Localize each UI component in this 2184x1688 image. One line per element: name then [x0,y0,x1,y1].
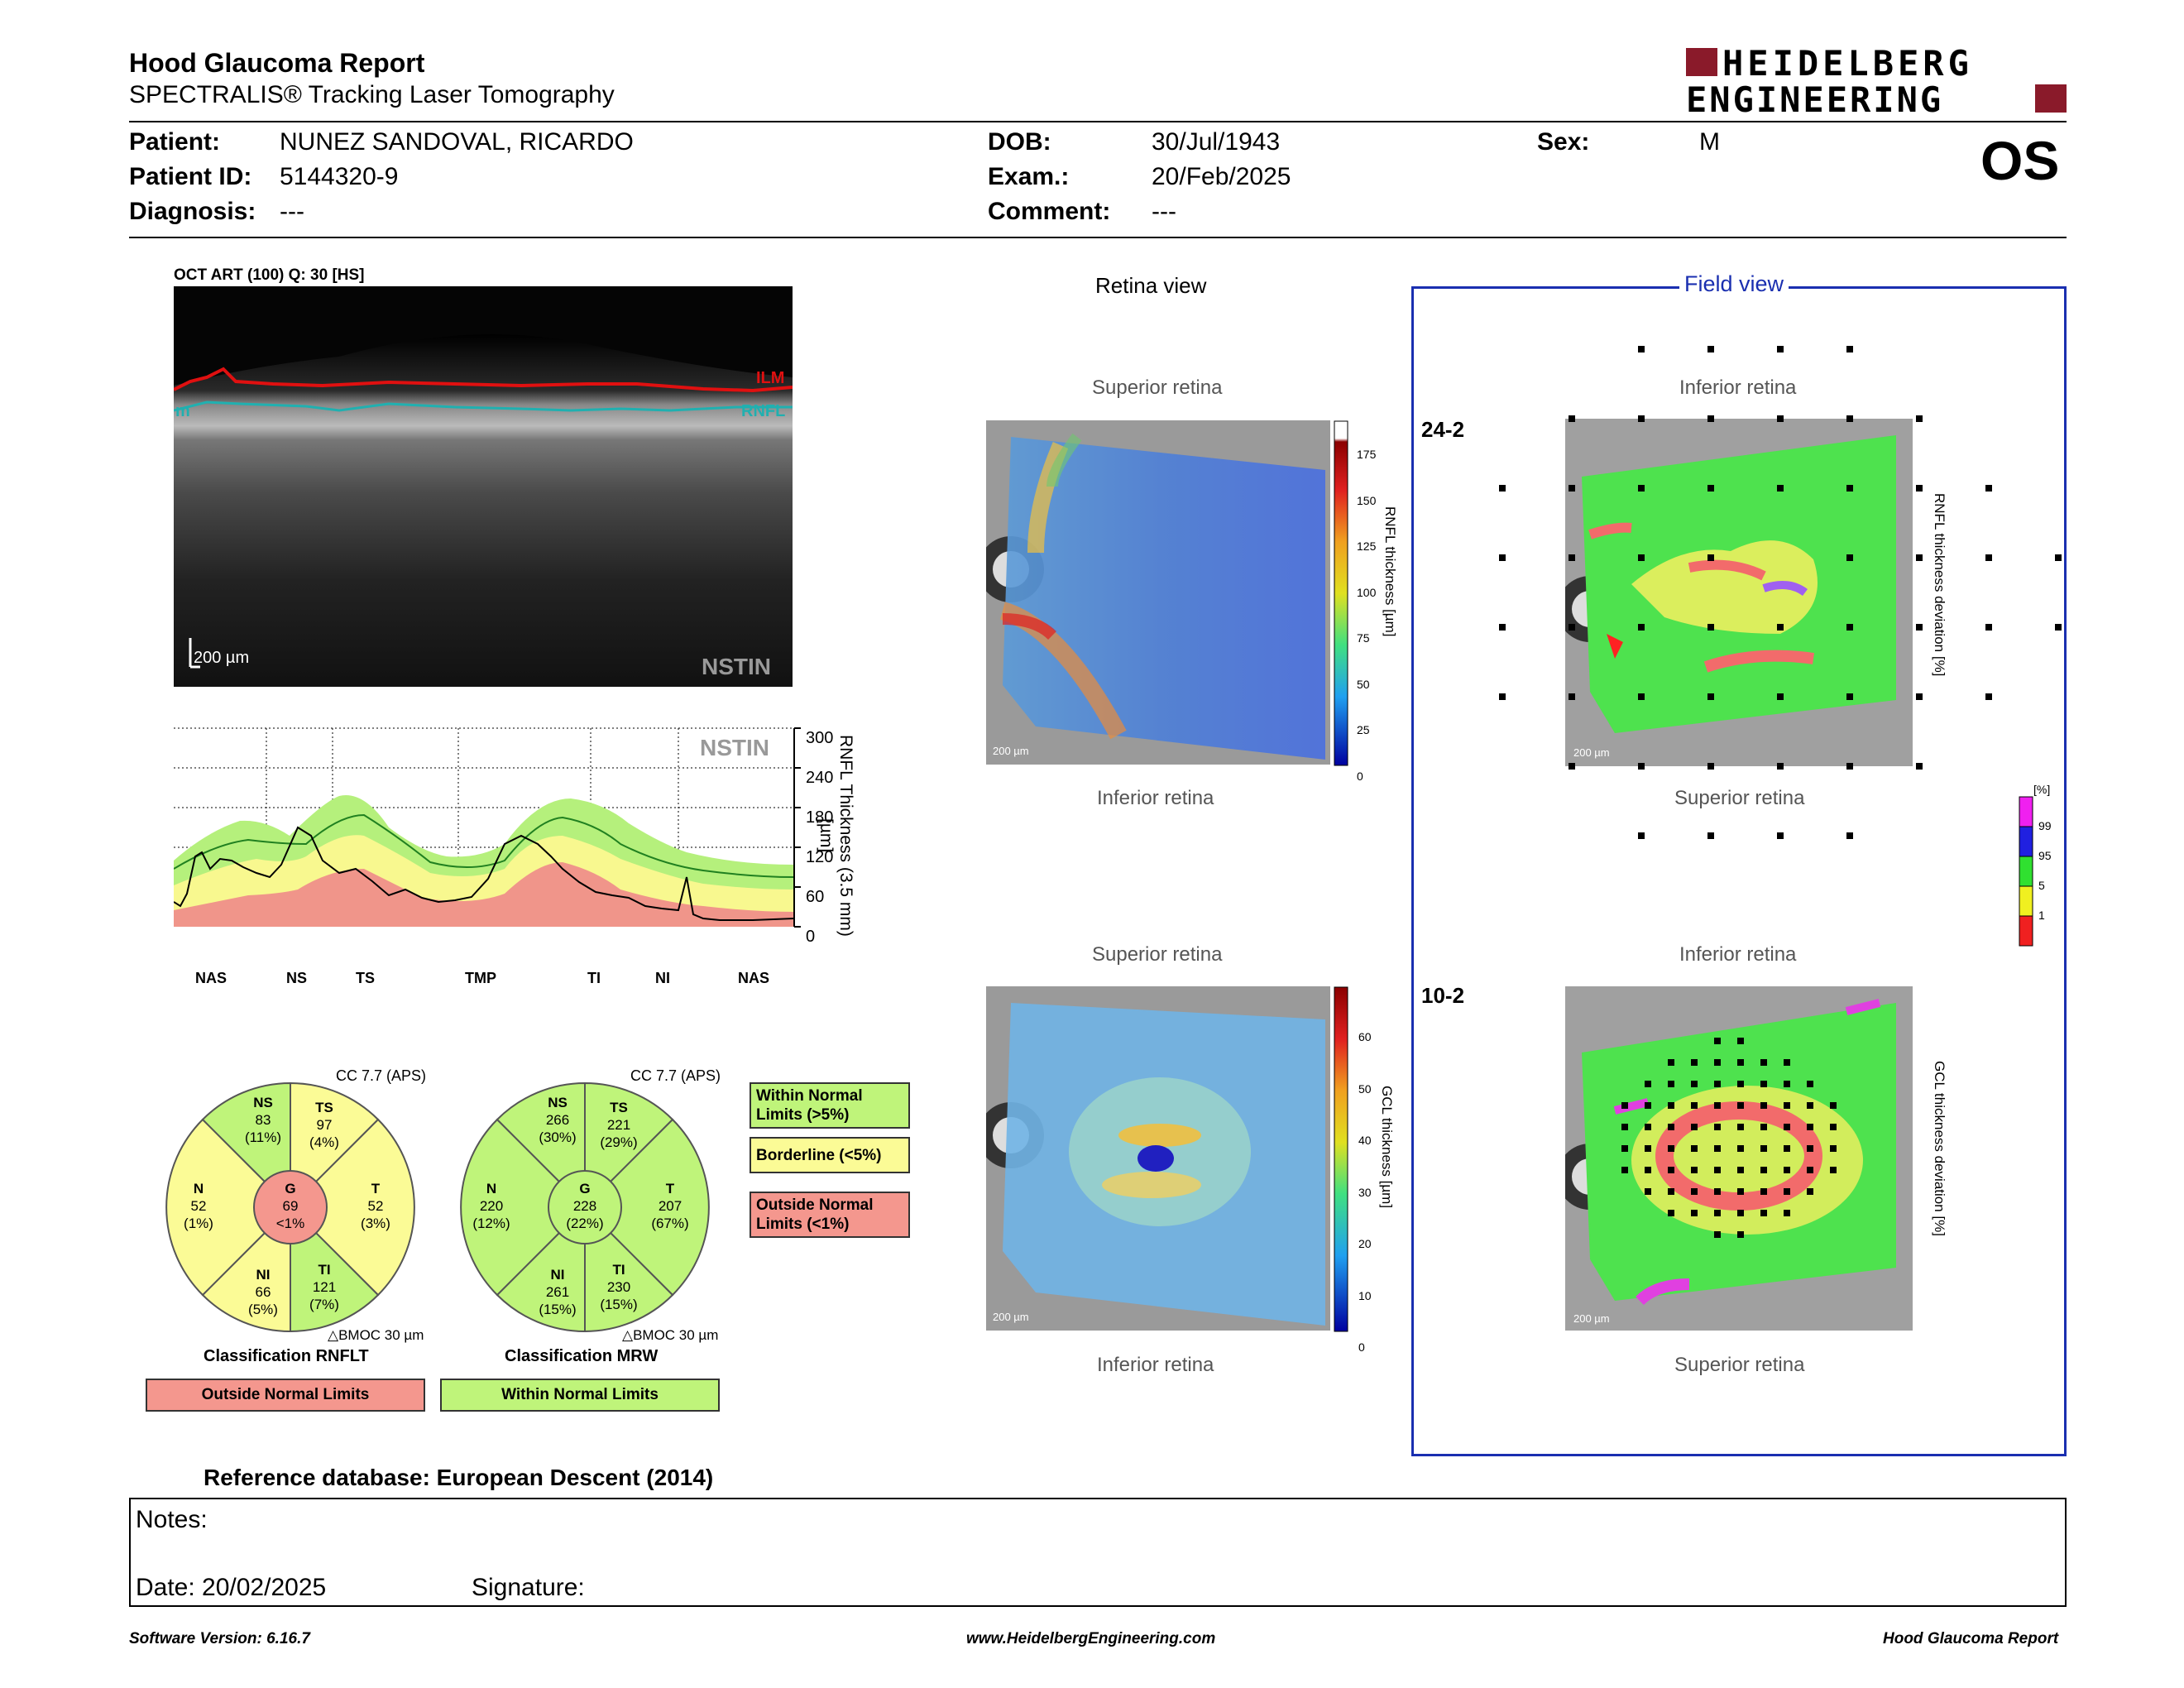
report-title: Hood Glaucoma Report [129,48,425,78]
gcl-deviation-label: GCL thickness deviation [%] [1932,1061,1947,1236]
rnflt-bmo: △BMOC 30 µm [328,1327,424,1343]
profile-yticks: 300 240 180 120 60 0 [806,729,834,946]
sex: M [1699,128,1720,156]
gcl-colorbar-label: GCL thickness [µm] [1379,1086,1395,1209]
heidelberg-logo: HEIDELBERG ENGINEERING [1686,45,2067,119]
header-rule [129,121,2067,122]
rnflt-t: T 52 (3%) [361,1181,390,1231]
patient-id: 5144320-9 [280,163,399,190]
rnfl-layer-label: RNFL [741,402,786,420]
legend-within: Within Normal Limits (>5%) [750,1082,910,1129]
retina-gcl-map [986,986,1330,1331]
mrw-ts: TS 221 (29%) [600,1100,638,1150]
mrw-t: T 207 (67%) [651,1181,689,1231]
software-version: Software Version: 6.16.7 [129,1630,310,1647]
retina-top-label: Superior retina [1092,376,1223,399]
rnflt-ti: TI 121 (7%) [309,1262,339,1312]
rnfl-colorbar [1334,420,1348,766]
retina-rnfl-scale: 200 µm [993,745,1029,757]
rnfl-deviation-label: RNFL thickness deviation [%] [1932,493,1947,677]
mrw-result-badge: Within Normal Limits [440,1379,720,1412]
retina-gcl-scale: 200 µm [993,1311,1029,1323]
delta-icon: △ [328,1327,339,1343]
pct-tick: 5 [2038,879,2045,892]
retina-gcl-top-label: Superior retina [1092,943,1223,966]
sex-label: Sex: [1537,128,1590,156]
notes-label: Notes: [136,1506,208,1533]
delta-icon: △ [622,1327,634,1343]
profile-ylabel: RNFL Thickness (3.5 mm) [µm] [817,735,855,937]
comment: --- [1152,198,1176,225]
rnflt-classification: Classification RNFLT [204,1347,369,1365]
legend-outside: Outside Normal Limits (<1%) [750,1192,910,1238]
footer-report-name: Hood Glaucoma Report [1883,1630,2059,1647]
notes-date: Date: 20/02/2025 [136,1574,327,1601]
rnflt-result-badge: Outside Normal Limits [146,1379,425,1412]
eye-label: OS [1980,130,2060,191]
mrw-bmo: △BMOC 30 µm [622,1327,719,1343]
patient-id-label: Patient ID: [129,163,252,190]
field-view-title: Field view [1679,271,1789,297]
pct-tick: 99 [2038,819,2052,832]
rnfl-colorbar-ticks: 175 150 125 100 75 50 25 0 [1357,448,1377,783]
website-link[interactable]: www.HeidelbergEngineering.com [966,1630,1216,1647]
field-mid-label: Superior retina [1674,787,1805,809]
retina-rnfl-map [986,420,1330,765]
rnflt-ni: NI 66 (5%) [248,1267,278,1317]
rnflt-g: G 69 <1% [275,1181,305,1231]
profile-mode: NSTIN [700,735,769,760]
field-10-2-label: 10-2 [1421,983,1465,1008]
field-24-2-scale: 200 µm [1573,746,1610,759]
patient-label: Patient: [129,128,221,156]
mrw-cc: CC 7.7 (APS) [630,1067,721,1084]
pct-tick: 1 [2038,909,2045,922]
mrw-g: G 228 (22%) [566,1181,604,1231]
retina-view-title: Retina view [1095,273,1207,298]
patient-name: NUNEZ SANDOVAL, RICARDO [280,128,634,156]
profile-xtick: TMP [465,970,496,986]
mrw-classification: Classification MRW [505,1347,659,1365]
field-top-label: Inferior retina [1679,376,1797,399]
retina-bottom-label: Inferior retina [1097,1354,1214,1376]
retina-mid-label: Inferior retina [1097,787,1214,809]
mrw-ni: NI 261 (15%) [539,1267,577,1317]
comment-label: Comment: [988,198,1111,225]
profile-xtick: NAS [738,970,770,986]
diagnosis: --- [280,198,304,225]
gcl-colorbar-ticks: 60 50 40 30 20 10 0 [1358,1030,1372,1354]
notes-box[interactable] [129,1498,2067,1607]
profile-xtick: NAS [195,970,228,986]
exam-date: 20/Feb/2025 [1152,163,1291,190]
mrw-ns: NS 266 (30%) [539,1095,577,1145]
field-24-2-label: 24-2 [1421,417,1465,442]
bscan-mode: NSTIN [702,654,771,679]
field-24-2-points [1489,341,2068,846]
bscan-image [174,286,793,687]
bscan-scale: 200 µm [194,649,250,667]
bscan-header: OCT ART (100) Q: 30 [HS] [174,266,365,284]
diagnosis-label: Diagnosis: [129,198,256,225]
rnflt-n: N 52 (1%) [184,1181,213,1231]
gcl-colorbar [1334,986,1348,1332]
field-10-2-scale: 200 µm [1573,1312,1610,1325]
reference-database: Reference database: European Descent (2014) [204,1465,714,1490]
rnfl-colorbar-label: RNFL thickness [µm] [1382,506,1398,637]
rnfl-left-label: m [175,402,190,420]
field-bottom-label: Superior retina [1674,1354,1805,1376]
report-subtitle: SPECTRALIS® Tracking Laser Tomography [129,81,615,108]
dob: 30/Jul/1943 [1152,128,1281,156]
rnflt-cc: CC 7.7 (APS) [336,1067,427,1084]
profile-xtick: NS [286,970,308,986]
field-10-2-top-label: Inferior retina [1679,943,1797,966]
field-10-2-points [1621,1038,1870,1253]
pct-unit: [%] [2033,783,2051,796]
ilm-label: ILM [756,369,785,387]
pct-colorbar [2019,796,2035,947]
patient-rule [129,237,2067,238]
profile-xtick: NI [655,970,670,986]
pct-tick: 95 [2038,849,2052,862]
mrw-ti: TI 230 (15%) [600,1262,638,1312]
dob-label: DOB: [988,128,1051,156]
legend-borderline: Borderline (<5%) [750,1137,910,1173]
profile-xtick: TI [587,970,601,986]
exam-label: Exam.: [988,163,1070,190]
rnflt-ns: NS 83 (11%) [244,1095,282,1145]
rnflt-ts: TS 97 (4%) [309,1100,339,1150]
profile-xtick: TS [356,970,376,986]
mrw-n: N 220 (12%) [472,1181,510,1231]
signature-label: Signature: [472,1574,585,1601]
